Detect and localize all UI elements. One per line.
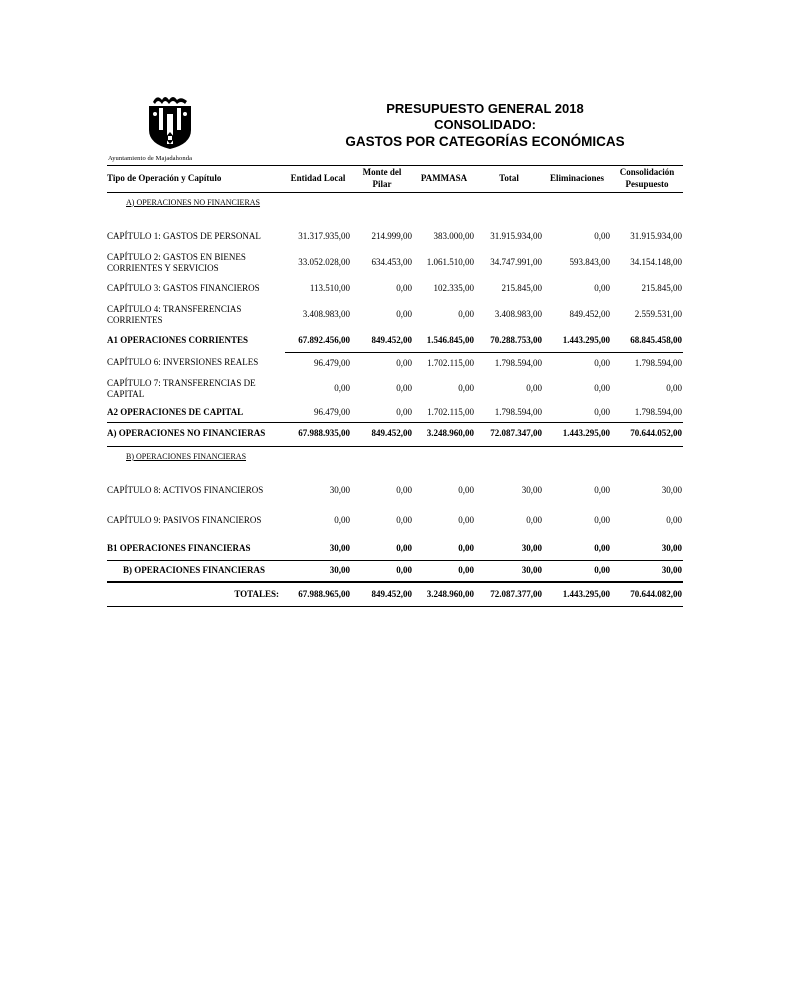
cell-entidad-local: 67.988.965,00 [285,582,351,606]
cell-eliminaciones: 0,00 [543,352,611,374]
cell-monte-del-pilar: 0,00 [396,407,412,417]
document-title-line-1: PRESUPUESTO GENERAL 2018 [386,101,584,116]
cell-pammasa: 1.702.115,00 [413,352,475,374]
cell-entidad-local: 67.988.935,00 [285,422,351,446]
section-b-header [107,446,683,466]
cell-pammasa: 1.546.845,00 [426,335,474,345]
subtotal-row [107,330,683,352]
cell-consolidacion: 0,00 [666,383,682,394]
cell-eliminaciones: 1.443.295,00 [562,335,610,345]
cell-total: 0,00 [526,515,542,526]
cell-eliminaciones: 0,00 [594,283,610,294]
cell-monte-del-pilar: 0,00 [396,309,412,320]
col-header-monte-del-pilar: Monte del Pilar [362,166,402,189]
cell-monte-del-pilar: 0,00 [396,283,412,294]
col-header-consolidacion: Consolidación Pesupuesto [619,166,675,189]
cell-eliminaciones: 0,00 [594,485,610,496]
cell-monte-del-pilar: 849.452,00 [351,582,413,606]
cell-consolidacion: 215.845,00 [641,283,682,294]
cell-consolidacion: 1.798.594,00 [634,407,682,417]
table-header-row [107,164,683,192]
cell-monte-del-pilar: 0,00 [396,515,412,526]
organization-name: Ayuntamiento de Majadahonda [108,155,193,162]
table-row [107,226,683,248]
cell-entidad-local: 30,00 [285,560,351,582]
col-header-eliminaciones: Eliminaciones [549,172,604,183]
cell-monte-del-pilar: 0,00 [351,560,413,582]
row-label: B) OPERACIONES FINANCIERAS [107,560,285,582]
cell-eliminaciones: 1.443.295,00 [543,422,611,446]
section-label: B) OPERACIONES FINANCIERAS [107,446,683,466]
cell-pammasa: 3.248.960,00 [413,422,475,446]
col-header-type: Tipo de Operación y Capítulo [107,172,222,183]
table-row [107,480,683,502]
section-total-row [107,422,683,446]
cell-monte-del-pilar: 0,00 [351,352,413,374]
document-title-line-3: GASTOS POR CATEGORÍAS ECONÓMICAS [345,134,625,149]
cell-pammasa: 1.061.510,00 [426,257,474,268]
col-header-entidad-local: Entidad Local [290,172,346,183]
cell-pammasa: 3.248.960,00 [413,582,475,606]
cell-consolidacion: 0,00 [666,515,682,526]
cell-eliminaciones: 849.452,00 [569,309,610,320]
budget-table [107,164,683,607]
document-title-line-2: CONSOLIDADO: [434,117,536,132]
cell-pammasa: 0,00 [458,309,474,320]
row-label: A1 OPERACIONES CORRIENTES [107,335,249,346]
section-a-header [107,192,683,212]
cell-eliminaciones: 0,00 [594,383,610,394]
section-total-row [107,560,683,582]
cell-monte-del-pilar: 849.452,00 [351,422,413,446]
cell-total: 72.087.347,00 [475,422,543,446]
cell-entidad-local: 3.408.983,00 [302,309,350,320]
cell-consolidacion: 70.644.082,00 [611,582,683,606]
cell-eliminaciones: 0,00 [594,543,610,553]
cell-pammasa: 1.702.115,00 [427,407,474,417]
cell-consolidacion: 34.154.148,00 [630,257,682,268]
row-label: CAPÍTULO 6: INVERSIONES REALES [107,357,259,368]
cell-monte-del-pilar: 214.999,00 [371,231,412,242]
cell-eliminaciones: 0,00 [594,407,610,417]
row-label: TOTALES: [107,582,285,606]
cell-eliminaciones: 1.443.295,00 [543,582,611,606]
subtotal-row [107,538,683,560]
row-label: CAPÍTULO 9: PASIVOS FINANCIEROS [107,515,262,526]
row-label: CAPÍTULO 2: GASTOS EN BIENES CORRIENTES Y SERVICIOS [107,251,246,273]
cell-consolidacion: 31.915.934,00 [630,231,682,242]
municipal-coat-of-arms-logo [147,92,193,150]
col-header-pammasa: PAMMASA [420,172,468,183]
cell-entidad-local: 33.052.028,00 [298,257,350,268]
subtotal-row [107,404,683,422]
cell-total: 30,00 [475,560,543,582]
cell-entidad-local: 31.317.935,00 [298,231,350,242]
table-row [107,248,683,278]
cell-monte-del-pilar: 0,00 [396,383,412,394]
cell-total: 30,00 [521,543,542,553]
cell-eliminaciones: 0,00 [594,515,610,526]
cell-total: 72.087.377,00 [475,582,543,606]
cell-total: 1.798.594,00 [494,407,542,417]
section-label: A) OPERACIONES NO FINANCIERAS [107,192,683,212]
cell-eliminaciones: 0,00 [594,231,610,242]
cell-total: 70.288.753,00 [490,335,542,345]
row-label: CAPÍTULO 1: GASTOS DE PERSONAL [107,231,261,242]
cell-consolidacion: 30,00 [661,485,682,496]
cell-total: 0,00 [526,383,542,394]
cell-total: 34.747.991,00 [490,257,542,268]
cell-entidad-local: 0,00 [334,515,350,526]
cell-consolidacion: 70.644.052,00 [611,422,683,446]
row-label: A2 OPERACIONES DE CAPITAL [107,407,244,417]
cell-monte-del-pilar: 0,00 [396,485,412,496]
cell-pammasa: 0,00 [458,515,474,526]
cell-pammasa: 0,00 [458,485,474,496]
table-row [107,278,683,300]
cell-consolidacion: 30,00 [661,543,682,553]
cell-consolidacion: 30,00 [611,560,683,582]
cell-monte-del-pilar: 849.452,00 [371,335,412,345]
table-row [107,300,683,330]
table-row [107,352,683,374]
cell-pammasa: 0,00 [458,383,474,394]
row-label: B1 OPERACIONES FINANCIERAS [107,543,251,553]
cell-pammasa: 383.000,00 [433,231,474,242]
row-label: CAPÍTULO 7: TRANSFERENCIAS DE CAPITAL [107,377,256,399]
cell-total: 30,00 [521,485,542,496]
cell-total: 31.915.934,00 [490,231,542,242]
cell-consolidacion: 68.845.458,00 [630,335,682,345]
cell-entidad-local: 96.479,00 [314,407,350,417]
col-header-total: Total [499,172,519,183]
cell-eliminaciones: 0,00 [543,560,611,582]
row-label: A) OPERACIONES NO FINANCIERAS [107,422,285,446]
cell-monte-del-pilar: 0,00 [396,543,412,553]
cell-entidad-local: 30,00 [329,485,350,496]
totals-row [107,582,683,606]
cell-monte-del-pilar: 634.453,00 [371,257,412,268]
cell-consolidacion: 1.798.594,00 [611,352,683,374]
cell-entidad-local: 30,00 [329,543,350,553]
table-row [107,510,683,532]
row-label: CAPÍTULO 4: TRANSFERENCIAS CORRIENTES [107,303,242,325]
cell-eliminaciones: 593.843,00 [569,257,610,268]
cell-pammasa: 102.335,00 [433,283,474,294]
cell-pammasa: 0,00 [458,543,474,553]
cell-total: 215.845,00 [501,283,542,294]
cell-entidad-local: 0,00 [334,383,350,394]
table-row [107,374,683,404]
cell-entidad-local: 67.892.456,00 [298,335,350,345]
cell-consolidacion: 2.559.531,00 [634,309,682,320]
cell-total: 3.408.983,00 [494,309,542,320]
row-label: CAPÍTULO 8: ACTIVOS FINANCIEROS [107,485,264,496]
cell-total: 1.798.594,00 [475,352,543,374]
row-label: CAPÍTULO 3: GASTOS FINANCIEROS [107,283,260,294]
cell-entidad-local: 96.479,00 [285,352,351,374]
cell-entidad-local: 113.510,00 [309,283,350,294]
cell-pammasa: 0,00 [413,560,475,582]
